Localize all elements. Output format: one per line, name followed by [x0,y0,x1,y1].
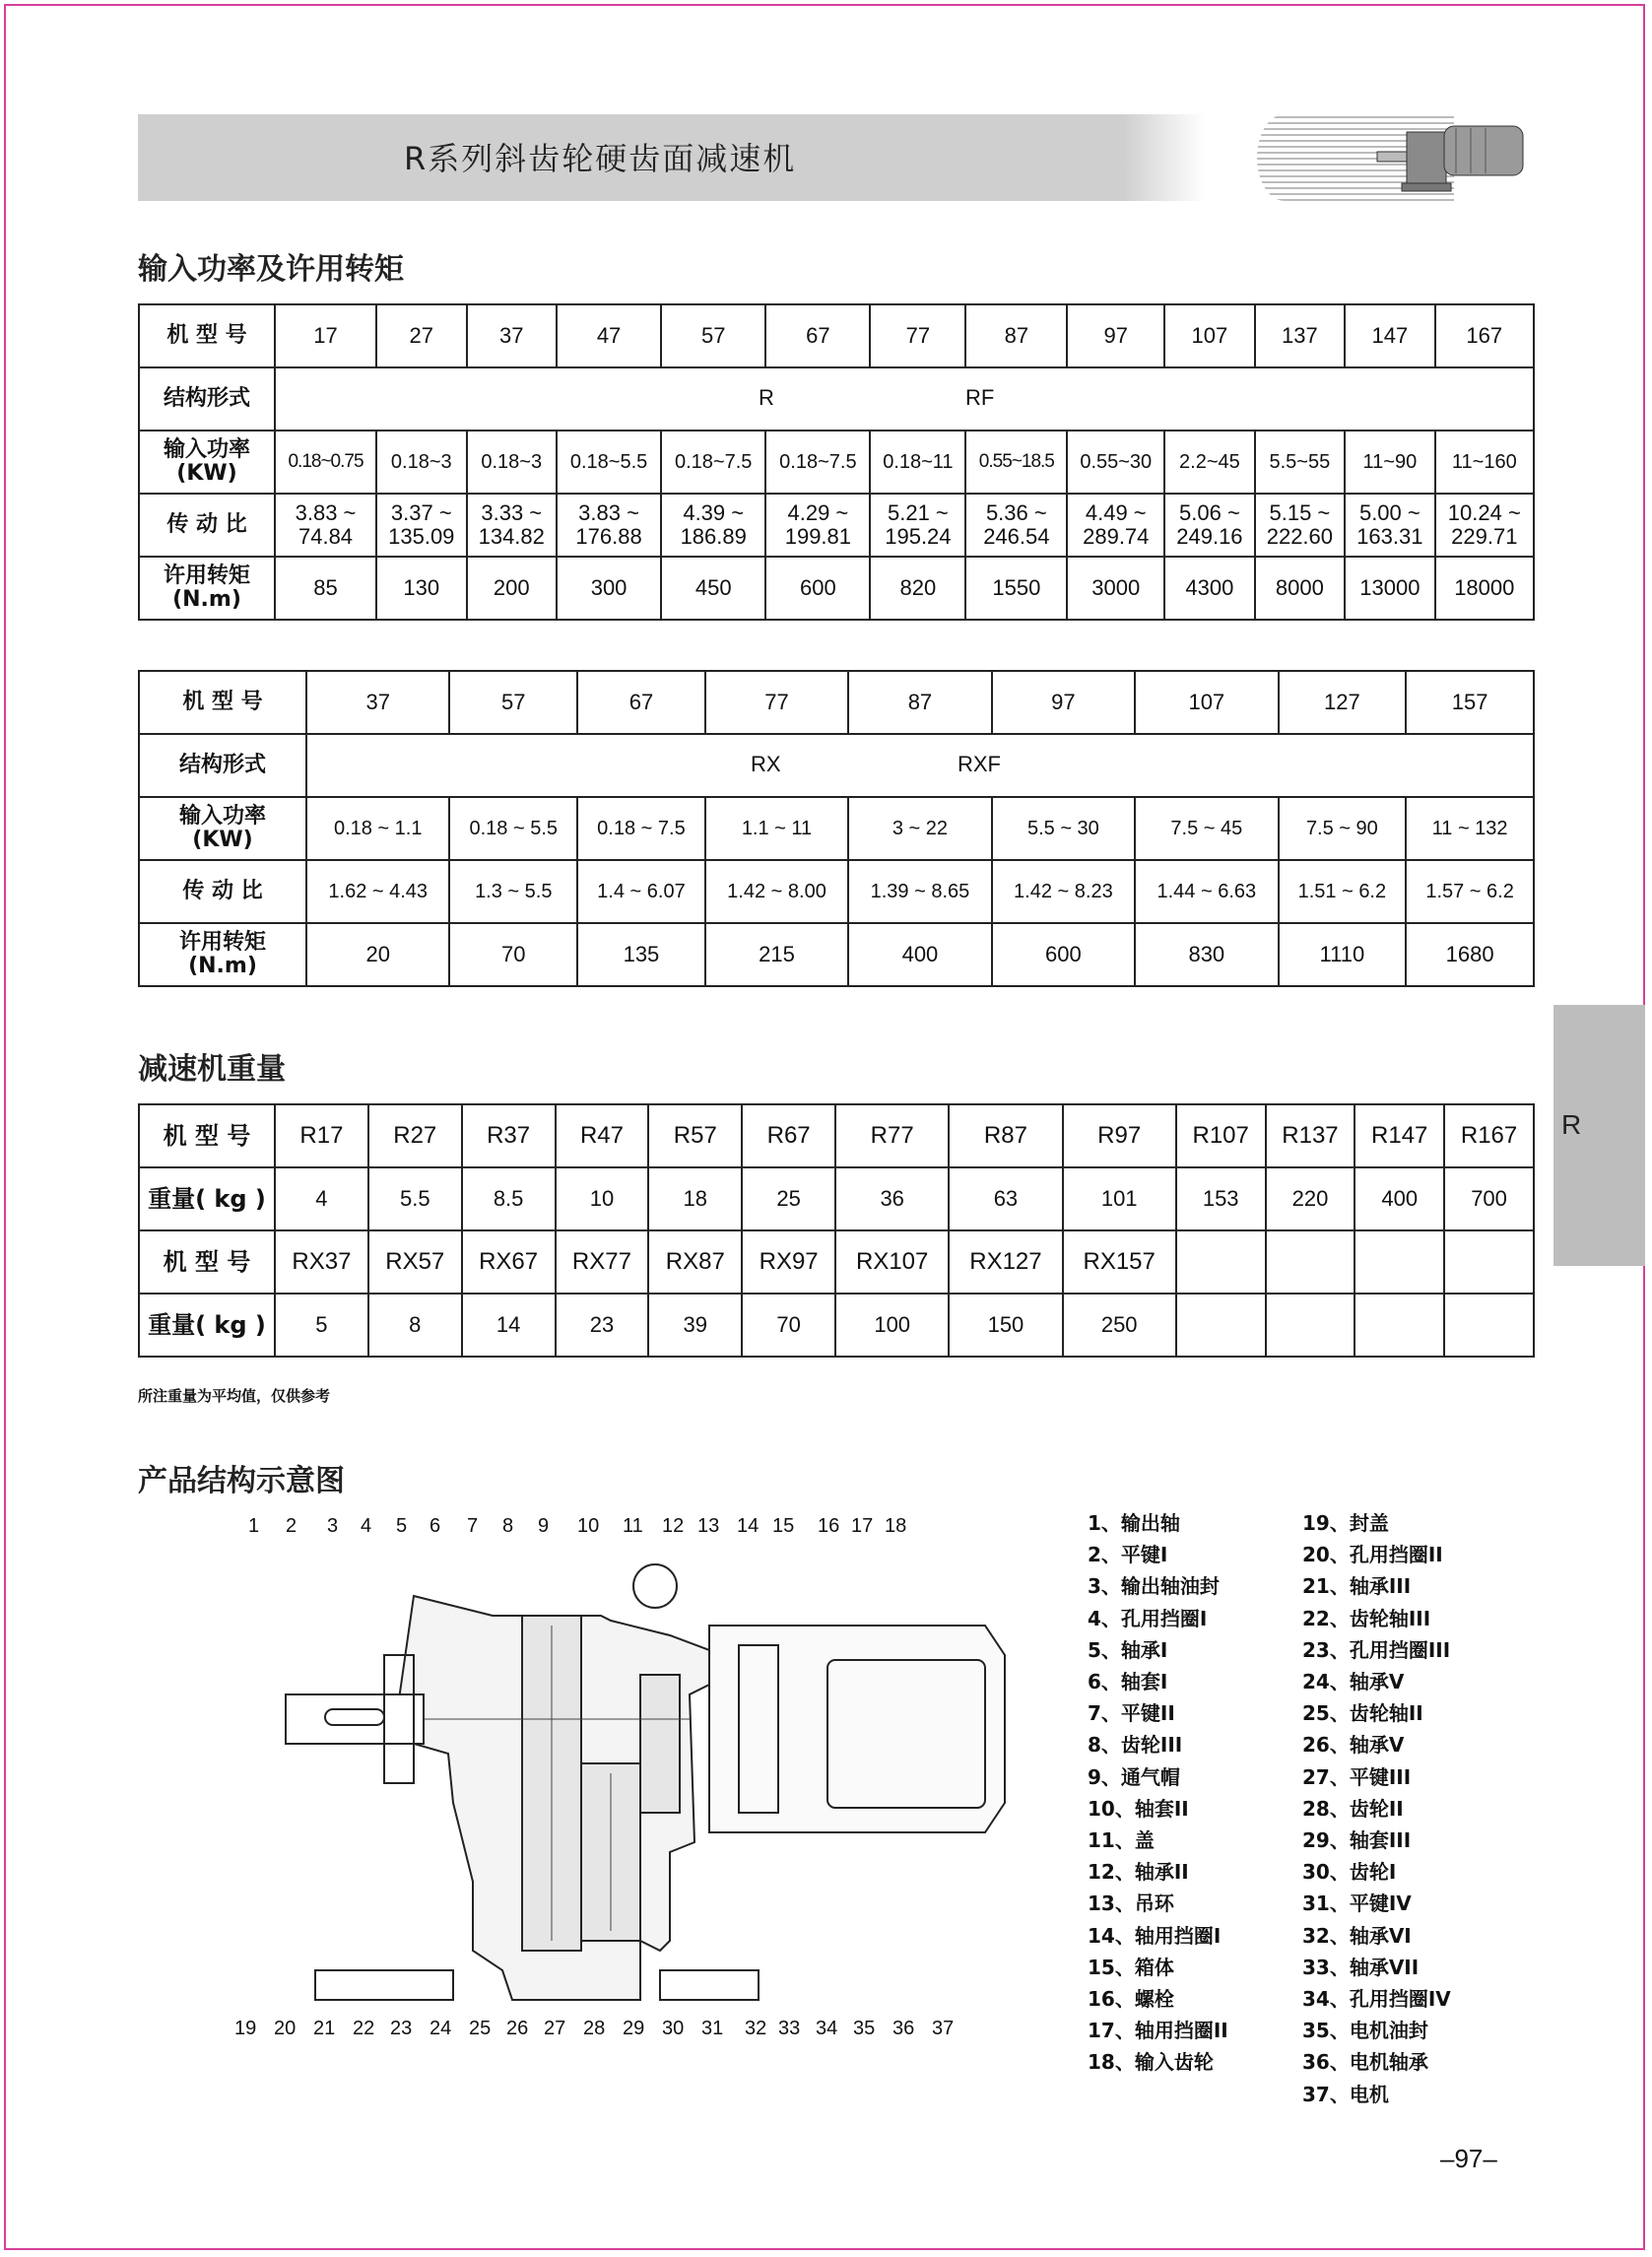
section-title-structure: 产品结构示意图 [138,1464,345,1498]
section-title-weight: 减速机重量 [138,1052,286,1087]
power-torque-table-rx [138,670,1535,987]
diagram-top-callouts: 1 2 3 4 5 6 7 8 9 10 11 12 13 14 15 16 17 18 [248,1515,907,1537]
table-row-models: 机 型 号 17 27 37 47 57 67 77 87 97 107 137 147 167 [139,304,1534,367]
reducer-cross-section-diagram [227,1507,1015,2059]
section-title-power-torque: 输入功率及许用转矩 [138,252,404,287]
table-row-structure: 结构形式 RX RXF [139,734,1534,797]
table-row-weights-rx: 重量( kg ) 5 8 14 23 39 70 100 150 250 [139,1294,1534,1357]
table-row-power: 输入功率 (KW) 0.18~0.75 0.18~3 0.18~3 0.18~5.5 0.18~7.5 0.18~7.5 0.18~11 0.55~18.5 0.55~30 2.2~45 5.5~55 11~90 11~160 [139,431,1534,494]
page-header [138,114,1535,201]
table-row-models-rx: 机 型 号 RX37 RX57 RX67 RX77 RX87 RX97 RX107 RX127 RX157 [139,1230,1534,1294]
power-torque-table-r [138,303,1535,621]
parts-legend-right: 19、封盖 20、孔用挡圈II 21、轴承III 22、齿轮轴III 23、孔用挡圈III 24、轴承V 25、齿轮轴II 26、轴承V 27、平键III 28、齿轮II 29、轴套III 30、齿轮I 31、平键IV 32、轴承VI 33、轴承VII 34、孔用挡圈IV 35、电机油封 36、电机轴承 37、电机 [1302,1511,1451,2106]
gear-motor-icon [1348,118,1535,197]
table-row-models: 机 型 号 37 57 67 77 87 97 107 127 157 [139,671,1534,734]
table-row-torque: 许用转矩 (N.m) 20 70 135 215 400 600 830 1110 1680 [139,923,1534,986]
table-row-structure: 结构形式 R RF [139,367,1534,431]
parts-legend-left: 1、输出轴 2、平键I 3、输出轴油封 4、孔用挡圈I 5、轴承I 6、轴套I 7、平键II 8、齿轮III 9、通气帽 10、轴套II 11、盖 12、轴承II 13、吊环 14、轴用挡圈I 15、箱体 16、螺栓 17、轴用挡圈II 18、输入齿轮 [1088,1511,1228,2075]
weight-note: 所注重量为平均值，仅供参考 [138,1387,331,1405]
weight-table [138,1103,1535,1358]
table-row-torque: 许用转矩 (N.m) 85 130 200 300 450 600 820 1550 3000 4300 8000 13000 18000 [139,557,1534,620]
side-tab: R [1553,1005,1645,1266]
page-number: –97– [1440,2144,1497,2173]
table-row-ratio: 传 动 比 3.83 ~ 74.84 3.37 ~ 135.09 3.33 ~ 134.82 3.83 ~ 176.88 4.39 ~ 186.89 4.29 ~ 199.81 5.21 ~ 195.24 5.36 ~ 246.54 4.49 ~ 289.74 5.06 ~ 249.16 5.15 ~ 222.60 5.00 ~ 163.31 10.24 ~ 229.71 [139,494,1534,557]
page-title: R系列斜齿轮硬齿面减速机 [404,140,797,177]
diagram-bottom-callouts: 19 20 21 22 23 24 25 26 27 28 29 30 31 32 33 34 35 36 37 [234,2018,955,2039]
table-row-models-r: 机 型 号 R17 R27 R37 R47 R57 R67 R77 R87 R97 R107 R137 R147 R167 [139,1104,1534,1167]
table-row-ratio: 传 动 比 1.62 ~ 4.43 1.3 ~ 5.5 1.4 ~ 6.07 1.42 ~ 8.00 1.39 ~ 8.65 1.42 ~ 8.23 1.44 ~ 6.63 1.51 ~ 6.2 1.57 ~ 6.2 [139,860,1534,923]
table-row-power: 输入功率 (KW) 0.18 ~ 1.1 0.18 ~ 5.5 0.18 ~ 7.5 1.1 ~ 11 3 ~ 22 5.5 ~ 30 7.5 ~ 45 7.5 ~ 90 11 ~ 132 [139,797,1534,860]
table-row-weights-r: 重量( kg ) 4 5.5 8.5 10 18 25 36 63 101 153 220 400 700 [139,1167,1534,1230]
